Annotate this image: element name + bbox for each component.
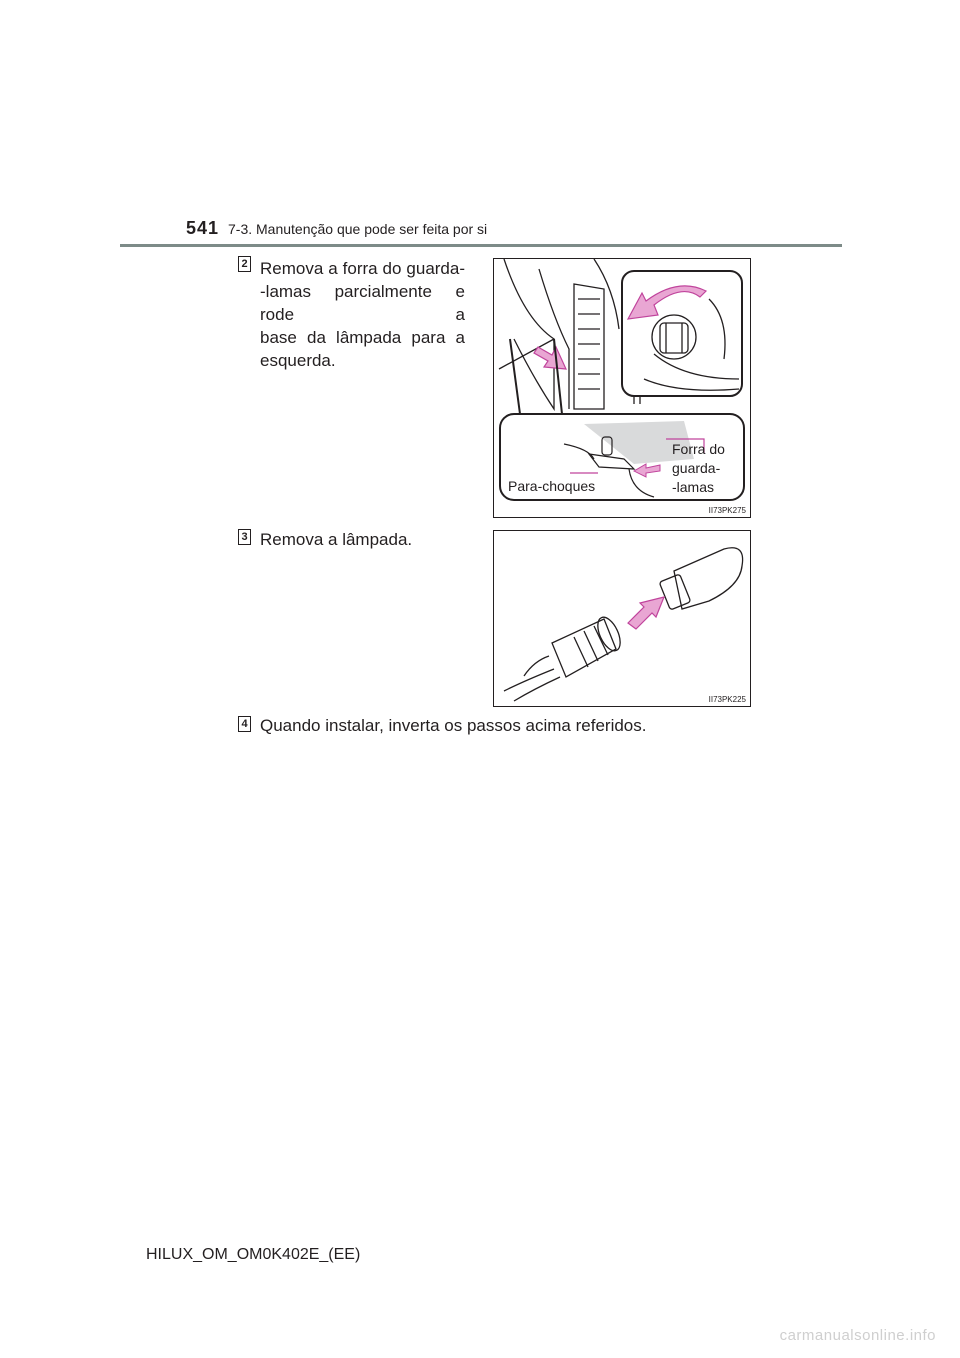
label-liner-3: -lamas (672, 479, 715, 495)
step-2-line-4: esquerda. (260, 351, 336, 370)
label-liner-2: guarda- (672, 460, 721, 476)
label-bumper: Para-choques (508, 478, 596, 494)
step-2-line-2: -lamas parcialmente e rode a (260, 282, 465, 324)
push-arrow-icon (534, 347, 566, 369)
footer-doc-code: HILUX_OM_OM0K402E_(EE) (146, 1246, 361, 1263)
header-divider (120, 244, 842, 247)
remove-bulb-illustration (494, 531, 750, 706)
step-number-4: 4 (238, 716, 251, 732)
page-number: 541 (186, 218, 220, 238)
step-number-3: 3 (238, 529, 251, 545)
insert-arrow-icon (628, 597, 664, 629)
step-text-2 (260, 257, 465, 372)
figure-remove-bulb (493, 530, 751, 707)
step-2-line-3: base da lâmpada para a (260, 328, 465, 347)
step-2-line-1: Remova a forra do guarda- (260, 259, 465, 278)
watermark: carmanualsonline.info (779, 1327, 936, 1344)
step-text-4: Quando instalar, inverta os passos acima referidos. (260, 716, 647, 735)
figure-code: II73PK225 (708, 695, 746, 704)
fender-liner-illustration (494, 259, 750, 517)
figure-fender-liner (493, 258, 751, 518)
figure-code: II73PK275 (708, 506, 746, 515)
label-liner-1: Forra do (672, 441, 725, 457)
step-number-2: 2 (238, 256, 251, 272)
section-title: 7-3. Manutenção que pode ser feita por si (228, 221, 488, 237)
step-text-3: Remova a lâmpada. (260, 530, 413, 549)
